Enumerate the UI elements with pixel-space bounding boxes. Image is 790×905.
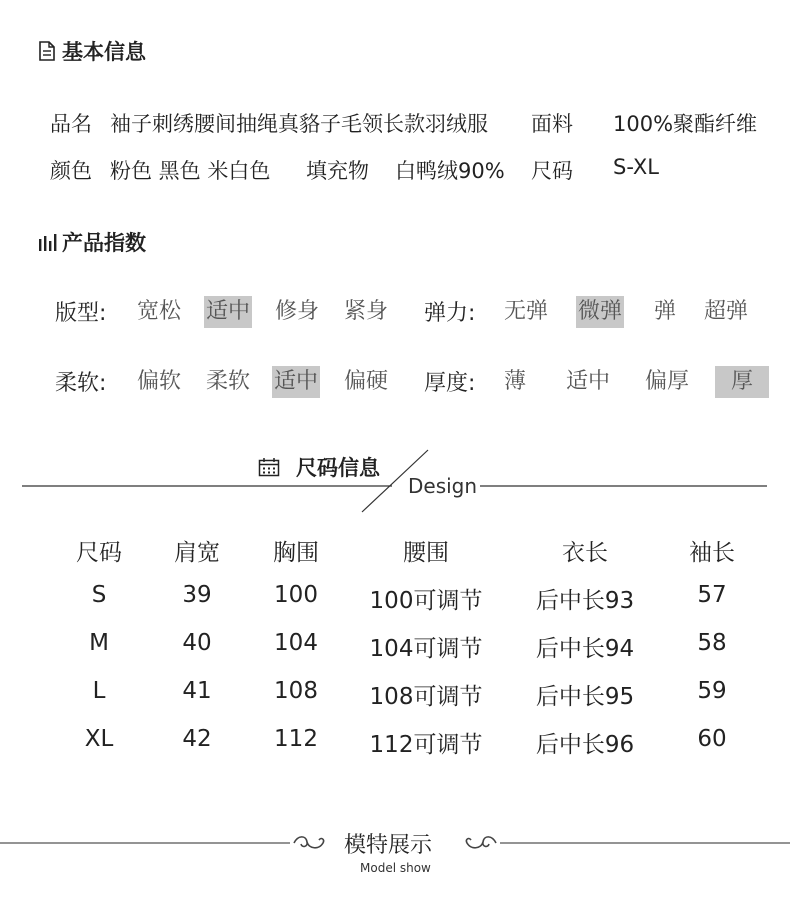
table-cell: 后中长94: [535, 636, 635, 662]
fabric-value: 100%聚酯纤维: [613, 112, 758, 136]
table-cell: 104: [274, 630, 318, 656]
size-table-header-length: 衣长: [562, 540, 608, 566]
table-cell: S: [91, 582, 107, 608]
thickness-option-medium: 适中: [566, 369, 611, 394]
size-value: S-XL: [613, 155, 659, 179]
size-table-header-chest: 胸围: [273, 540, 319, 566]
table-cell: 后中长93: [535, 588, 635, 614]
soft-option-hard: 偏硬: [344, 369, 389, 394]
table-cell: 42: [182, 726, 212, 752]
soft-option-softish: 偏软: [137, 369, 182, 394]
table-cell: 100: [274, 582, 318, 608]
fit-option-tight: 紧身: [344, 299, 389, 324]
table-cell: 112: [274, 726, 318, 752]
thickness-option-thick: 厚: [715, 366, 769, 398]
table-cell: 60: [697, 726, 727, 752]
table-cell: 57: [697, 582, 727, 608]
table-cell: M: [89, 630, 109, 656]
table-cell: L: [92, 678, 106, 704]
soft-option-medium: 适中: [272, 366, 320, 398]
fit-label: 版型:: [55, 301, 107, 326]
table-cell: 后中长96: [535, 732, 635, 758]
table-cell: 112可调节: [369, 732, 483, 758]
product-index-title: 产品指数: [62, 231, 146, 255]
size-table-header-waist: 腰围: [403, 540, 449, 566]
table-cell: 100可调节: [369, 588, 483, 614]
size-info-subtitle: Design: [408, 474, 478, 498]
table-cell: 39: [182, 582, 212, 608]
table-cell: 41: [182, 678, 212, 704]
thickness-option-thickish: 偏厚: [645, 369, 690, 394]
table-cell: 108可调节: [369, 684, 483, 710]
elastic-label: 弹力:: [424, 301, 476, 326]
soft-label: 柔软:: [55, 371, 107, 396]
size-table-header-shoulder: 肩宽: [174, 540, 220, 566]
basic-info-title: 基本信息: [62, 40, 146, 64]
table-cell: 40: [182, 630, 212, 656]
model-show-subtitle: Model show: [360, 861, 431, 875]
ornament-right-icon: [462, 833, 498, 853]
size-table-header-sleeve: 袖长: [689, 540, 735, 566]
elastic-option-elastic: 弹: [654, 299, 677, 324]
filling-value: 白鸭绒90%: [395, 159, 505, 183]
product-name-value: 袖子刺绣腰间抽绳真貉子毛领长款羽绒服: [110, 112, 488, 136]
fabric-label: 面料: [531, 112, 573, 136]
elastic-option-super: 超弹: [704, 299, 749, 324]
fit-option-slim: 修身: [275, 299, 320, 324]
ornament-left-icon: [292, 833, 328, 853]
model-show-title: 模特展示: [344, 833, 433, 858]
thickness-option-thin: 薄: [504, 369, 527, 394]
soft-option-soft: 柔软: [206, 369, 251, 394]
color-label: 颜色: [50, 159, 92, 183]
thickness-label: 厚度:: [424, 371, 476, 396]
fit-option-loose: 宽松: [137, 299, 182, 324]
size-table-header-size: 尺码: [76, 540, 122, 566]
table-cell: 58: [697, 630, 727, 656]
table-cell: 104可调节: [369, 636, 483, 662]
table-cell: 59: [697, 678, 727, 704]
table-cell: 后中长95: [535, 684, 635, 710]
size-info-title: 尺码信息: [296, 456, 380, 480]
size-label: 尺码: [531, 159, 573, 183]
product-name-label: 品名: [50, 112, 92, 136]
color-value: 粉色 黑色 米白色: [110, 159, 271, 183]
table-cell: 108: [274, 678, 318, 704]
fit-option-medium: 适中: [204, 296, 252, 328]
table-cell: XL: [84, 726, 114, 752]
filling-label: 填充物: [306, 159, 369, 183]
elastic-option-none: 无弹: [504, 299, 549, 324]
elastic-option-slight: 微弹: [576, 296, 624, 328]
